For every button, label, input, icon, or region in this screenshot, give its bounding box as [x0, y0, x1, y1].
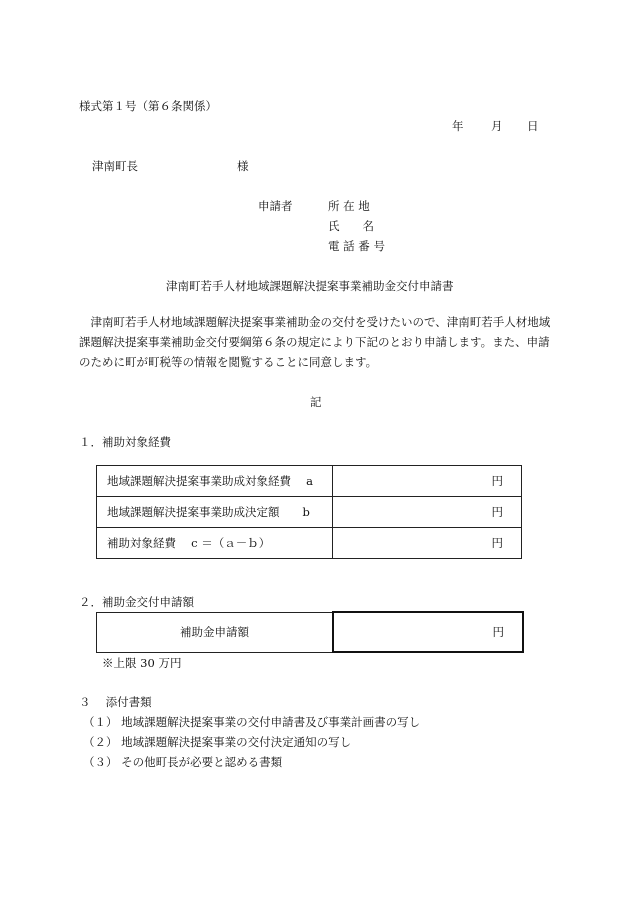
table-row — [97, 528, 522, 559]
section1-heading: １．補助対象経費 — [79, 435, 171, 449]
subsidy-amount-table — [96, 611, 524, 653]
row-label: 地域課題解決提案事業助成決定額 b — [97, 497, 333, 528]
addressee-honorific: 様 — [237, 159, 249, 173]
date-month: 月 — [491, 119, 503, 133]
subsidy-amount-label: 補助金申請額 — [97, 612, 334, 652]
yen-unit: 円 — [333, 528, 522, 559]
section2-heading: ２．補助金交付申請額 — [79, 595, 194, 609]
document-title: 津南町若手人材地域課題解決提案事業補助金交付申請書 — [166, 279, 454, 293]
ki-marker: 記 — [310, 395, 322, 409]
addressee-name: 津南町長 — [92, 159, 138, 173]
applicant-label: 申請者 — [258, 199, 293, 213]
subsidy-amount-unit: 円 — [333, 612, 523, 652]
form-number-label: 様式第１号（第６条関係） — [79, 99, 217, 113]
table-row — [97, 466, 522, 497]
applicant-name-label: 氏 名 — [328, 219, 374, 233]
applicant-address-label: 所 在 地 — [328, 199, 370, 213]
yen-unit: 円 — [333, 466, 522, 497]
section3-heading: ３ 添付書類 — [79, 695, 152, 709]
application-body-text: 津南町若手人材地域課題解決提案事業補助金の交付を受けたいので、津南町若手人材地域課題解決提案事業補助金交付要綱第６条の規定により下記のとおり申請します。また、申請のために町が町税等の情報を閲覧することに同意します。 — [79, 315, 551, 369]
applicant-phone-label: 電 話 番 号 — [328, 239, 385, 253]
table-row — [97, 497, 522, 528]
list-item: （２） 地域課題解決提案事業の交付決定通知の写し — [83, 735, 352, 749]
list-item: （３） その他町長が必要と認める書類 — [83, 755, 283, 769]
table-row — [97, 612, 524, 652]
list-item: （１） 地域課題解決提案事業の交付申請書及び事業計画書の写し — [83, 715, 421, 729]
date-day: 日 — [527, 119, 539, 133]
date-year: 年 — [452, 119, 464, 133]
row-label: 補助対象経費 c ＝（ａ－ｂ） — [97, 528, 333, 559]
row-label: 地域課題解決提案事業助成対象経費 a — [97, 466, 333, 497]
subsidy-expense-table — [96, 465, 522, 559]
upper-limit-note: ※上限 30 万円 — [102, 656, 182, 670]
yen-unit: 円 — [333, 497, 522, 528]
